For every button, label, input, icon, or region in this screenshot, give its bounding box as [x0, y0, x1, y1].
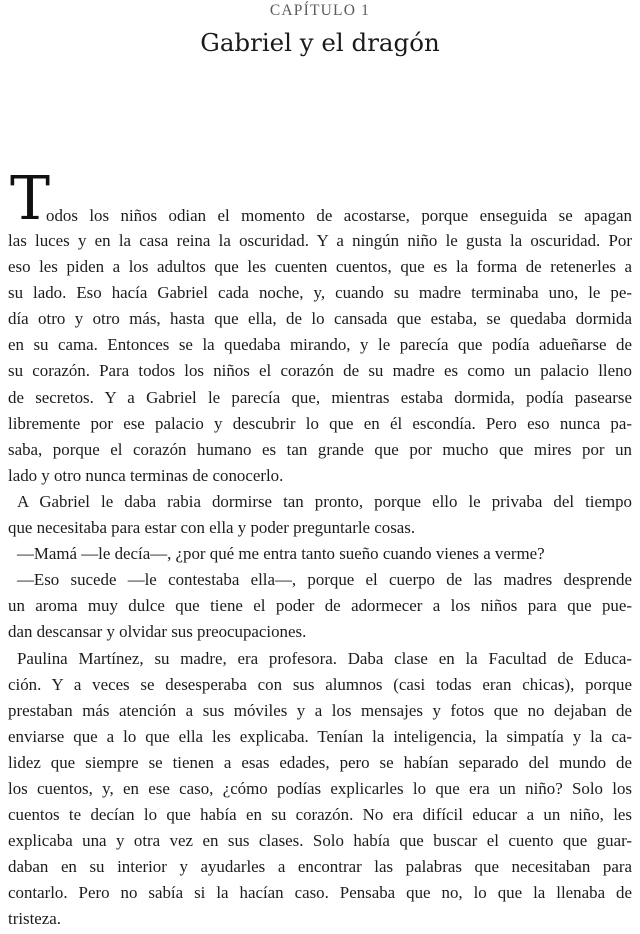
text-line: tristeza.	[8, 909, 61, 929]
text-line: —Mamá —le decía—, ¿por qué me entra tanto sueño cuando vienes a verme?	[17, 544, 545, 564]
text-line: cuentos te decían lo que había en su corazón. No era difícil educar a un niño, les	[8, 805, 632, 825]
text-line: enviarse que a lo que ella les explicaba. Tenían la inteligencia, la simpatía y la ca-	[8, 726, 632, 746]
text-line: de secretos. Y a Gabriel le parecía que, mientras estaba dormida, podía pasearse	[8, 387, 632, 407]
text-line: las luces y en la casa reina la oscuridad. Y a ningún niño le gusta la oscuridad. Por	[8, 231, 632, 250]
chapter-body	[8, 164, 632, 933]
text-line: libremente por ese palacio y descubrir lo que en él escondía. Pero eso nunca pa-	[8, 413, 632, 433]
text-line: lidez que siempre se tienen a esas edades, pero se habían separado del mundo de	[8, 752, 632, 772]
text-line: los cuentos, y, en ese caso, ¿cómo podías explicarles lo que era un niño? Solo los	[8, 778, 632, 798]
text-line: su corazón. Para todos los niños el corazón de su madre es como un palacio lleno	[8, 361, 632, 381]
text-line: A Gabriel le daba rabia dormirse tan pronto, porque ello le privaba del tiempo	[17, 491, 632, 511]
text-line: dan descansar y olvidar sus preocupaciones.	[8, 622, 307, 642]
drop-cap: T	[10, 164, 51, 234]
text-line: lado y otro nunca terminas de conocerlo.	[8, 465, 284, 485]
chapter-title: Gabriel y el dragón	[200, 28, 440, 57]
text-line: su lado. Eso hacía Gabriel cada noche, y, cuando su madre terminaba uno, le pe-	[8, 283, 632, 303]
text-line: ción. Y a veces se desesperaba con sus alumnos (casi todas eran chicas), porque	[8, 674, 632, 694]
text-line: eso les piden a los adultos que les cuenten cuentos, que es la forma de retenerles a	[8, 257, 632, 277]
text-line: Paulina Martínez, su madre, era profesora. Daba clase en la Facultad de Educa-	[17, 648, 632, 668]
text-line: contarlo. Pero no sabía si la hacían caso. Pensaba que no, lo que la llenaba de	[8, 883, 632, 903]
text-line: prestaban más atención a sus móviles y a los mensajes y fotos que no dejaban de	[8, 700, 632, 720]
text-line: saba, porque el corazón humano es tan grande que por mucho que mires por un	[8, 439, 632, 459]
text-line: —Eso sucede —le contestaba ella—, porque el cuerpo de las madres desprende	[17, 570, 632, 590]
text-line: daban en su interior y ayudarles a encontrar las palabras que necesitaban para	[8, 857, 632, 877]
text-line: un aroma muy dulce que tiene el poder de adormecer a los niños para que pue-	[8, 596, 632, 616]
first-line-text: odos los niños odian el momento de acostarse, porque enseguida se apagan	[46, 206, 632, 225]
body-lines	[8, 228, 632, 933]
text-line: día otro y otro más, hasta que ella, de lo cansada que estaba, se quedaba dormida	[8, 309, 632, 329]
text-line: que necesitaba para estar con ella y poder preguntarle cosas.	[8, 518, 416, 538]
text-line: en su cama. Entonces se la quedaba mirando, y le parecía que podía adueñarse de	[8, 335, 632, 355]
first-line	[8, 164, 632, 234]
chapter-label: CAPÍTULO 1	[269, 2, 371, 19]
text-line: explicaba una y otra vez en sus clases. Solo había que buscar el cuento que guar-	[8, 831, 632, 851]
